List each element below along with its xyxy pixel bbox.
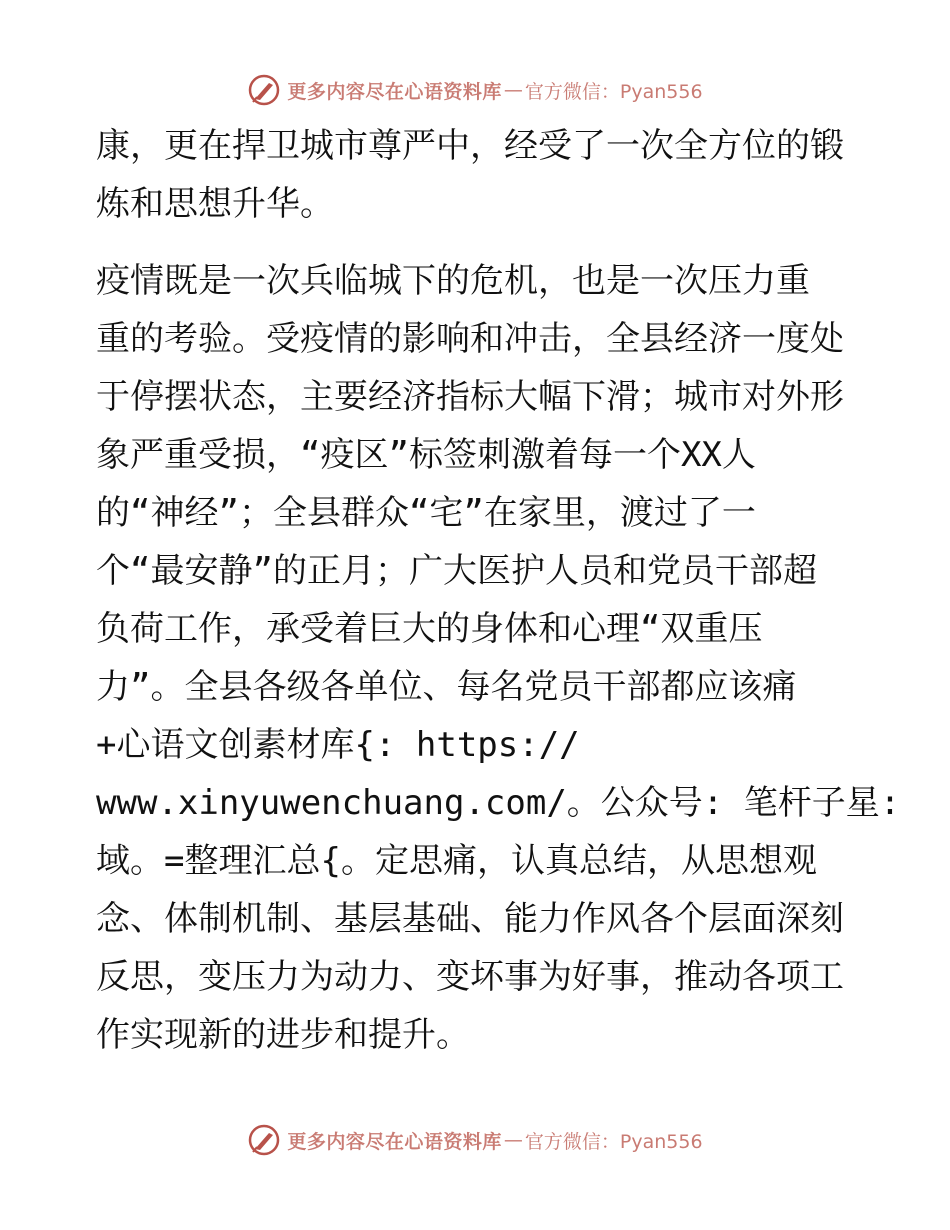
text-line: 念、体制机制、基层基础、能力作风各个层面深刻 — [96, 899, 844, 939]
text-line: 于停摆状态，主要经济指标大幅下滑；城市对外形 — [96, 377, 844, 417]
quill-pen-logo-icon — [247, 1123, 281, 1157]
text-line: +心语文创素材库{: https:// — [96, 725, 580, 765]
text-line: 炼和思想升华。 — [96, 184, 334, 224]
paragraph-1 — [96, 117, 856, 233]
text-line: 重的考验。受疫情的影响和冲击，全县经济一度处 — [96, 319, 844, 359]
header-watermark — [0, 70, 950, 110]
watermark-wechat-text: 官方微信：Pyan556 — [524, 1130, 703, 1153]
text-line: 个“最安静”的正月；广大医护人员和党员干部超 — [96, 551, 817, 591]
text-line: 康，更在捍卫城市尊严中，经受了一次全方位的锻 — [96, 126, 844, 166]
text-line: 象严重受损，“疫区”标签刺激着每一个XX人 — [96, 435, 756, 475]
paragraph-2 — [96, 252, 901, 1064]
text-line: 域。=整理汇总{。定思痛，认真总结，从思想观 — [96, 841, 817, 881]
footer-watermark — [0, 1120, 950, 1160]
watermark-separator: — — [503, 1129, 523, 1151]
watermark-site-text: 更多内容尽在心语资料库 — [287, 1130, 502, 1153]
text-line: 负荷工作，承受着巨大的身体和心理“双重压 — [96, 609, 763, 649]
watermark-separator: — — [503, 79, 523, 101]
text-line: 疫情既是一次兵临城下的危机，也是一次压力重 — [96, 261, 810, 301]
text-line: 力”。全县各级各单位、每名党员干部都应该痛 — [96, 667, 797, 707]
text-line: 的“神经”；全县群众“宅”在家里，渡过了一 — [96, 493, 756, 533]
quill-pen-logo-icon — [247, 73, 281, 107]
text-line: www.xinyuwenchuang.com/。公众号: 笔杆子星: — [96, 783, 901, 823]
text-line: 反思，变压力为动力、变坏事为好事，推动各项工 — [96, 957, 844, 997]
text-line: 作实现新的进步和提升。 — [96, 1015, 470, 1055]
watermark-wechat-text: 官方微信：Pyan556 — [524, 80, 703, 103]
watermark-site-text: 更多内容尽在心语资料库 — [287, 80, 502, 103]
